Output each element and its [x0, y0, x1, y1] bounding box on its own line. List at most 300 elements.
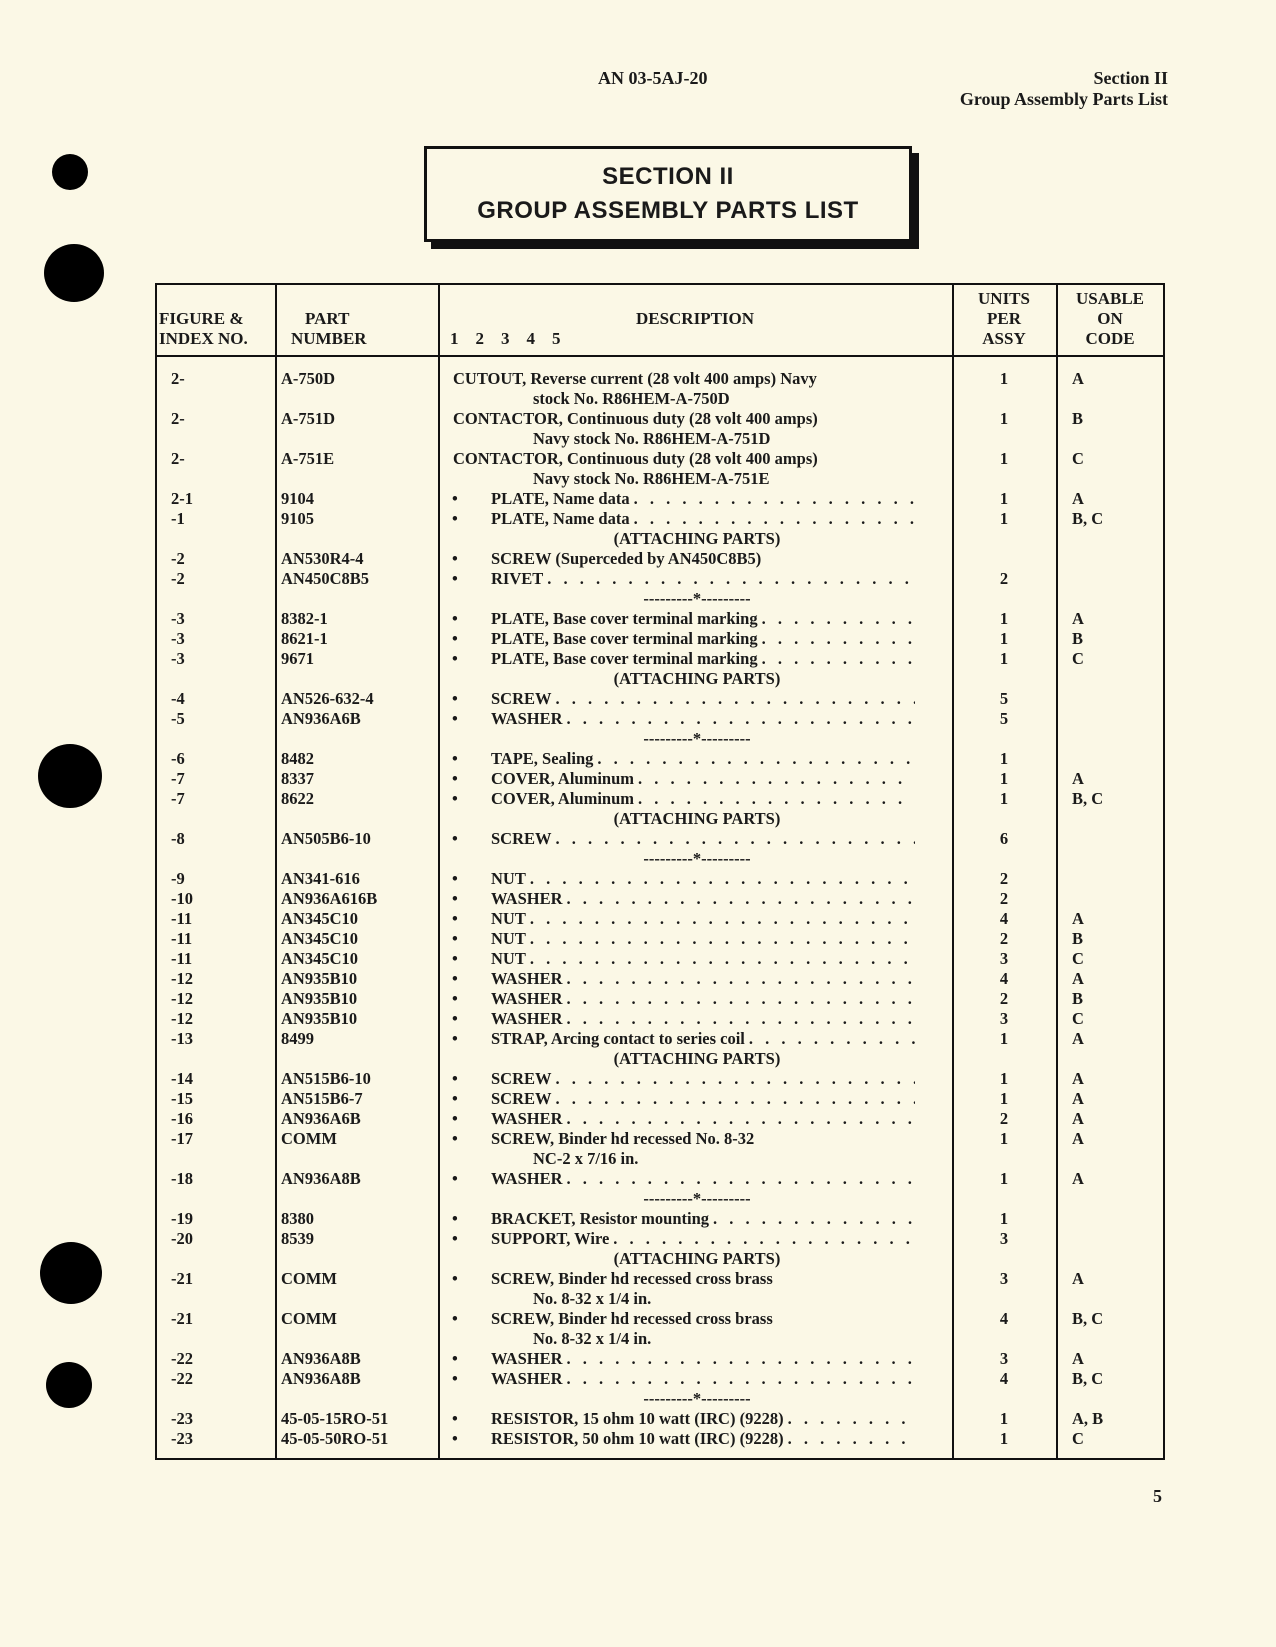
- description: [491, 649, 915, 669]
- figure-index: -3: [171, 629, 185, 648]
- table-row: [157, 1129, 1163, 1149]
- indent-bullet: •: [452, 1169, 458, 1188]
- units-per-assy: 1: [999, 1169, 1009, 1188]
- indent-bullet: •: [452, 869, 458, 888]
- description: [491, 1129, 915, 1149]
- figure-index: -20: [171, 1229, 193, 1248]
- description-continuation: [157, 389, 1163, 409]
- usable-on-code: A: [1072, 369, 1084, 388]
- dot-leader: [563, 1109, 915, 1129]
- figure-index: -10: [171, 889, 193, 908]
- part-number: 8539: [281, 1229, 314, 1248]
- indent-bullet: •: [452, 569, 458, 588]
- part-number: AN936A8B: [281, 1369, 361, 1388]
- dot-leader: [563, 709, 915, 729]
- description: [491, 1169, 915, 1189]
- indent-bullet: •: [452, 609, 458, 628]
- part-number: COMM: [281, 1309, 337, 1328]
- description: [491, 909, 915, 929]
- indent-bullet: •: [452, 989, 458, 1008]
- description-text: NUT: [491, 869, 526, 888]
- part-number: AN936A6B: [281, 709, 361, 728]
- description: [453, 449, 877, 469]
- dot-leader: [758, 609, 915, 629]
- dot-leader: [526, 929, 915, 949]
- binder-hole: [38, 744, 102, 808]
- usable-on-code: B, C: [1072, 1309, 1104, 1328]
- description: [491, 1089, 915, 1109]
- table-row: [157, 829, 1163, 849]
- usable-on-code: A: [1072, 1069, 1084, 1088]
- units-per-assy: 2: [999, 869, 1009, 888]
- description: [491, 1369, 915, 1389]
- table-row: [157, 1009, 1163, 1029]
- table-row: [157, 1429, 1163, 1449]
- table-row: [157, 869, 1163, 889]
- indent-bullet: •: [452, 749, 458, 768]
- description: [491, 889, 915, 909]
- description: [491, 969, 915, 989]
- table-row: [157, 1169, 1163, 1189]
- indent-bullet: •: [452, 489, 458, 508]
- description: [491, 869, 915, 889]
- units-per-assy: 1: [999, 629, 1009, 648]
- description-text: CONTACTOR, Continuous duty (28 volt 400 amps): [453, 409, 818, 428]
- indent-bullet: •: [452, 1029, 458, 1048]
- indent-bullet: •: [452, 929, 458, 948]
- indent-bullet: •: [452, 1089, 458, 1108]
- description: [491, 1429, 915, 1449]
- col-header-units: UNITS PER ASSY: [978, 289, 1030, 348]
- separator: [157, 589, 1163, 609]
- figure-index: -3: [171, 649, 185, 668]
- indent-bullet: •: [452, 889, 458, 908]
- part-number: AN345C10: [281, 949, 358, 968]
- usable-on-code: A: [1072, 1169, 1084, 1188]
- figure-index: -2: [171, 549, 185, 568]
- description: [491, 509, 915, 529]
- dot-leader: [784, 1429, 915, 1449]
- table-row: [157, 1229, 1163, 1249]
- dot-leader: [745, 1029, 915, 1049]
- table-row: [157, 1109, 1163, 1129]
- units-per-assy: 1: [999, 1209, 1009, 1228]
- table-row: [157, 489, 1163, 509]
- units-per-assy: 2: [999, 929, 1009, 948]
- part-number: 8499: [281, 1029, 314, 1048]
- description-text: WASHER: [491, 1009, 563, 1028]
- table-row: [157, 749, 1163, 769]
- units-per-assy: 3: [999, 949, 1009, 968]
- usable-on-code: B: [1072, 929, 1084, 948]
- usable-on-code: A, B: [1072, 1409, 1104, 1428]
- indent-bullet: •: [452, 1309, 458, 1328]
- dot-leader: [630, 489, 915, 509]
- description: [491, 1209, 915, 1229]
- description: [453, 369, 877, 389]
- usable-on-code: A: [1072, 1349, 1084, 1368]
- part-number: AN935B10: [281, 969, 358, 988]
- description-text: PLATE, Name data: [491, 509, 630, 528]
- usable-on-code: A: [1072, 609, 1084, 628]
- units-per-assy: 1: [999, 509, 1009, 528]
- dot-leader: [630, 509, 915, 529]
- indent-bullet: •: [452, 829, 458, 848]
- description-text: WASHER: [491, 1109, 563, 1128]
- description-continuation: [157, 469, 1163, 489]
- section-label: Section II: [1093, 68, 1168, 88]
- dot-leader: [552, 1089, 915, 1109]
- description-text: WASHER: [491, 969, 563, 988]
- part-number: 8621-1: [281, 629, 328, 648]
- section-heading: SECTION II: [602, 163, 734, 190]
- figure-index: -3: [171, 609, 185, 628]
- units-per-assy: 2: [999, 989, 1009, 1008]
- part-number: AN935B10: [281, 1009, 358, 1028]
- table-row: [157, 889, 1163, 909]
- table-row: [157, 449, 1163, 469]
- part-number: 8482: [281, 749, 314, 768]
- figure-index: -18: [171, 1169, 193, 1188]
- attaching-parts-note: [157, 1249, 1163, 1269]
- dot-leader: [552, 829, 915, 849]
- units-per-assy: 1: [999, 449, 1009, 468]
- indent-bullet: •: [452, 1409, 458, 1428]
- description-text: WASHER: [491, 1169, 563, 1188]
- figure-index: -4: [171, 689, 185, 708]
- description: [491, 709, 915, 729]
- figure-index: 2-: [171, 409, 185, 428]
- figure-index: -13: [171, 1029, 193, 1048]
- indent-bullet: •: [452, 789, 458, 808]
- attaching-parts-note: [157, 669, 1163, 689]
- table-row: [157, 909, 1163, 929]
- dot-leader: [563, 1349, 915, 1369]
- description: [491, 549, 915, 569]
- table-row: [157, 789, 1163, 809]
- units-per-assy: 1: [999, 1409, 1009, 1428]
- note-text: ---------*---------: [643, 1189, 751, 1208]
- description-text: PLATE, Base cover terminal marking: [491, 649, 758, 668]
- units-per-assy: 1: [999, 749, 1009, 768]
- usable-on-code: A: [1072, 969, 1084, 988]
- units-per-assy: 1: [999, 769, 1009, 788]
- table-row: [157, 689, 1163, 709]
- usable-on-code: C: [1072, 1429, 1084, 1448]
- figure-index: -11: [171, 909, 193, 928]
- indent-bullet: •: [452, 709, 458, 728]
- separator: [157, 1189, 1163, 1209]
- note-text: ---------*---------: [643, 729, 751, 748]
- part-number: 45-05-15RO-51: [281, 1409, 389, 1428]
- description-text: SCREW, Binder hd recessed cross brass: [491, 1309, 773, 1328]
- parts-list-table: [155, 283, 1165, 1460]
- description-continuation: [157, 429, 1163, 449]
- description: [491, 1069, 915, 1089]
- indent-bullet: •: [452, 1069, 458, 1088]
- part-number: A-751E: [281, 449, 335, 468]
- description-continuation: [157, 1329, 1163, 1349]
- note-text: ---------*---------: [643, 849, 751, 868]
- figure-index: -23: [171, 1409, 193, 1428]
- figure-index: -1: [171, 509, 185, 528]
- table-row: [157, 949, 1163, 969]
- dot-leader: [563, 1369, 915, 1389]
- table-row: [157, 629, 1163, 649]
- dot-leader: [563, 989, 915, 1009]
- units-per-assy: 1: [999, 489, 1009, 508]
- table-row: [157, 1089, 1163, 1109]
- indent-bullet: •: [452, 1349, 458, 1368]
- figure-index: -16: [171, 1109, 193, 1128]
- attaching-parts-note: [157, 1049, 1163, 1069]
- units-per-assy: 1: [999, 1089, 1009, 1108]
- description: [453, 409, 877, 429]
- part-number: AN505B6-10: [281, 829, 371, 848]
- part-number: 8337: [281, 769, 314, 788]
- usable-on-code: B: [1072, 409, 1084, 428]
- description: [491, 1409, 915, 1429]
- note-text: ---------*---------: [643, 1389, 751, 1408]
- continuation-text: Navy stock No. R86HEM-A-751D: [533, 429, 771, 448]
- units-per-assy: 1: [999, 369, 1009, 388]
- table-row: [157, 969, 1163, 989]
- dot-leader: [709, 1209, 915, 1229]
- table-row: [157, 509, 1163, 529]
- figure-index: -12: [171, 1009, 193, 1028]
- usable-on-code: C: [1072, 949, 1084, 968]
- section-subtitle: Group Assembly Parts List: [959, 89, 1168, 109]
- description: [491, 749, 915, 769]
- part-number: AN345C10: [281, 909, 358, 928]
- usable-on-code: B, C: [1072, 509, 1104, 528]
- description-text: WASHER: [491, 889, 563, 908]
- figure-index: -6: [171, 749, 185, 768]
- table-row: [157, 709, 1163, 729]
- figure-index: 2-: [171, 369, 185, 388]
- units-per-assy: 1: [999, 649, 1009, 668]
- description: [491, 1009, 915, 1029]
- part-number: COMM: [281, 1269, 337, 1288]
- description-text: NUT: [491, 929, 526, 948]
- indent-bullet: •: [452, 949, 458, 968]
- separator: [157, 1389, 1163, 1409]
- part-number: COMM: [281, 1129, 337, 1148]
- indent-bullet: •: [452, 629, 458, 648]
- dot-leader: [526, 869, 915, 889]
- continuation-text: Navy stock No. R86HEM-A-751E: [533, 469, 770, 488]
- units-per-assy: 3: [999, 1229, 1009, 1248]
- description: [491, 829, 915, 849]
- usable-on-code: B, C: [1072, 1369, 1104, 1388]
- figure-index: -23: [171, 1429, 193, 1448]
- figure-index: -11: [171, 929, 193, 948]
- description-text: SCREW: [491, 829, 552, 848]
- description-text: CUTOUT, Reverse current (28 volt 400 amps) Navy: [453, 369, 817, 388]
- part-number: AN530R4-4: [281, 549, 364, 568]
- description-text: WASHER: [491, 1369, 563, 1388]
- figure-index: 2-: [171, 449, 185, 468]
- description-text: SCREW: [491, 689, 552, 708]
- description-text: WASHER: [491, 1349, 563, 1368]
- description: [491, 1309, 915, 1329]
- indent-bullet: •: [452, 1429, 458, 1448]
- usable-on-code: A: [1072, 489, 1084, 508]
- figure-index: -12: [171, 969, 193, 988]
- figure-index: -17: [171, 1129, 193, 1148]
- note-text: ---------*---------: [643, 589, 751, 608]
- binder-hole: [40, 1242, 102, 1304]
- dot-leader: [552, 1069, 915, 1089]
- col-header-code: USABLE ON CODE: [1075, 289, 1145, 348]
- figure-index: -22: [171, 1349, 193, 1368]
- indent-levels: 1 2 3 4 5: [450, 329, 561, 348]
- units-per-assy: 1: [999, 1069, 1009, 1088]
- part-number: AN515B6-7: [281, 1089, 363, 1108]
- attaching-parts-note: [157, 809, 1163, 829]
- dot-leader: [563, 969, 915, 989]
- units-per-assy: 1: [999, 1129, 1009, 1148]
- indent-bullet: •: [452, 509, 458, 528]
- table-row: [157, 1409, 1163, 1429]
- usable-on-code: A: [1072, 1029, 1084, 1048]
- part-number: AN345C10: [281, 929, 358, 948]
- part-number: AN515B6-10: [281, 1069, 371, 1088]
- separator: [157, 729, 1163, 749]
- units-per-assy: 1: [999, 609, 1009, 628]
- part-number: AN935B10: [281, 989, 358, 1008]
- description-text: TAPE, Sealing: [491, 749, 594, 768]
- table-row: [157, 769, 1163, 789]
- part-number: 9105: [281, 509, 314, 528]
- description-text: RIVET: [491, 569, 544, 588]
- indent-bullet: •: [452, 549, 458, 568]
- part-number: A-751D: [281, 409, 336, 428]
- description-text: PLATE, Base cover terminal marking: [491, 609, 758, 628]
- indent-bullet: •: [452, 1209, 458, 1228]
- description-text: RESISTOR, 15 ohm 10 watt (IRC) (9228): [491, 1409, 784, 1428]
- dot-leader: [563, 1169, 915, 1189]
- units-per-assy: 2: [999, 569, 1009, 588]
- part-number: A-750D: [281, 369, 336, 388]
- figure-index: -8: [171, 829, 185, 848]
- usable-on-code: B: [1072, 629, 1084, 648]
- table-row: [157, 929, 1163, 949]
- indent-bullet: •: [452, 769, 458, 788]
- description-text: WASHER: [491, 709, 563, 728]
- description-text: STRAP, Arcing contact to series coil: [491, 1029, 745, 1048]
- part-number: 9104: [281, 489, 314, 508]
- description-text: WASHER: [491, 989, 563, 1008]
- dot-leader: [526, 909, 915, 929]
- dot-leader: [758, 629, 915, 649]
- dot-leader: [552, 689, 915, 709]
- description: [491, 789, 915, 809]
- figure-index: -15: [171, 1089, 193, 1108]
- note-text: (ATTACHING PARTS): [613, 1049, 781, 1068]
- dot-leader: [563, 889, 915, 909]
- description-text: BRACKET, Resistor mounting: [491, 1209, 710, 1228]
- section-title-box: [424, 146, 912, 242]
- figure-index: -7: [171, 769, 185, 788]
- binder-hole: [44, 244, 104, 302]
- dot-leader: [593, 749, 915, 769]
- table-row: [157, 549, 1163, 569]
- description: [491, 569, 915, 589]
- part-number: AN936A616B: [281, 889, 378, 908]
- description: [491, 929, 915, 949]
- indent-bullet: •: [452, 969, 458, 988]
- separator: [157, 849, 1163, 869]
- usable-on-code: A: [1072, 769, 1084, 788]
- dot-leader: [634, 769, 915, 789]
- col-header-figure: FIGURE & INDEX NO.: [159, 309, 248, 348]
- description-text: COVER, Aluminum: [491, 769, 635, 788]
- continuation-text: No. 8-32 x 1/4 in.: [533, 1329, 652, 1348]
- note-text: (ATTACHING PARTS): [613, 669, 781, 688]
- usable-on-code: A: [1072, 909, 1084, 928]
- description: [491, 629, 915, 649]
- figure-index: -19: [171, 1209, 193, 1228]
- figure-index: -2: [171, 569, 185, 588]
- indent-bullet: •: [452, 909, 458, 928]
- dot-leader: [563, 1009, 915, 1029]
- table-row: [157, 1269, 1163, 1289]
- description: [491, 1029, 915, 1049]
- dot-leader: [634, 789, 915, 809]
- figure-index: 2-1: [171, 489, 193, 508]
- part-number: 8380: [281, 1209, 314, 1228]
- units-per-assy: 4: [999, 969, 1009, 988]
- units-per-assy: 1: [999, 789, 1009, 808]
- figure-index: -21: [171, 1309, 193, 1328]
- indent-bullet: •: [452, 1009, 458, 1028]
- part-number: AN526-632-4: [281, 689, 374, 708]
- continuation-text: No. 8-32 x 1/4 in.: [533, 1289, 652, 1308]
- section-heading-title: GROUP ASSEMBLY PARTS LIST: [477, 197, 859, 224]
- indent-bullet: •: [452, 1129, 458, 1148]
- part-number: 45-05-50RO-51: [281, 1429, 389, 1448]
- units-per-assy: 4: [999, 1369, 1009, 1388]
- figure-index: -14: [171, 1069, 193, 1088]
- description: [491, 489, 915, 509]
- units-per-assy: 3: [999, 1349, 1009, 1368]
- description-text: SCREW: [491, 1069, 552, 1088]
- description-text: NUT: [491, 909, 526, 928]
- usable-on-code: C: [1072, 449, 1084, 468]
- usable-on-code: A: [1072, 1129, 1084, 1148]
- table-row: [157, 1029, 1163, 1049]
- description-text: PLATE, Name data: [491, 489, 630, 508]
- usable-on-code: C: [1072, 649, 1084, 668]
- dot-leader: [784, 1409, 915, 1429]
- page-number: 5: [1153, 1486, 1162, 1506]
- units-per-assy: 6: [999, 829, 1009, 848]
- table-row: [157, 1349, 1163, 1369]
- figure-index: -21: [171, 1269, 193, 1288]
- continuation-text: stock No. R86HEM-A-750D: [533, 389, 730, 408]
- description-continuation: [157, 1289, 1163, 1309]
- part-number: AN936A8B: [281, 1349, 361, 1368]
- units-per-assy: 2: [999, 889, 1009, 908]
- units-per-assy: 3: [999, 1009, 1009, 1028]
- description: [491, 689, 915, 709]
- part-number: AN936A6B: [281, 1109, 361, 1128]
- dot-leader: [609, 1229, 915, 1249]
- description: [491, 1349, 915, 1369]
- description-text: SCREW: [491, 1089, 552, 1108]
- description-continuation: [157, 1149, 1163, 1169]
